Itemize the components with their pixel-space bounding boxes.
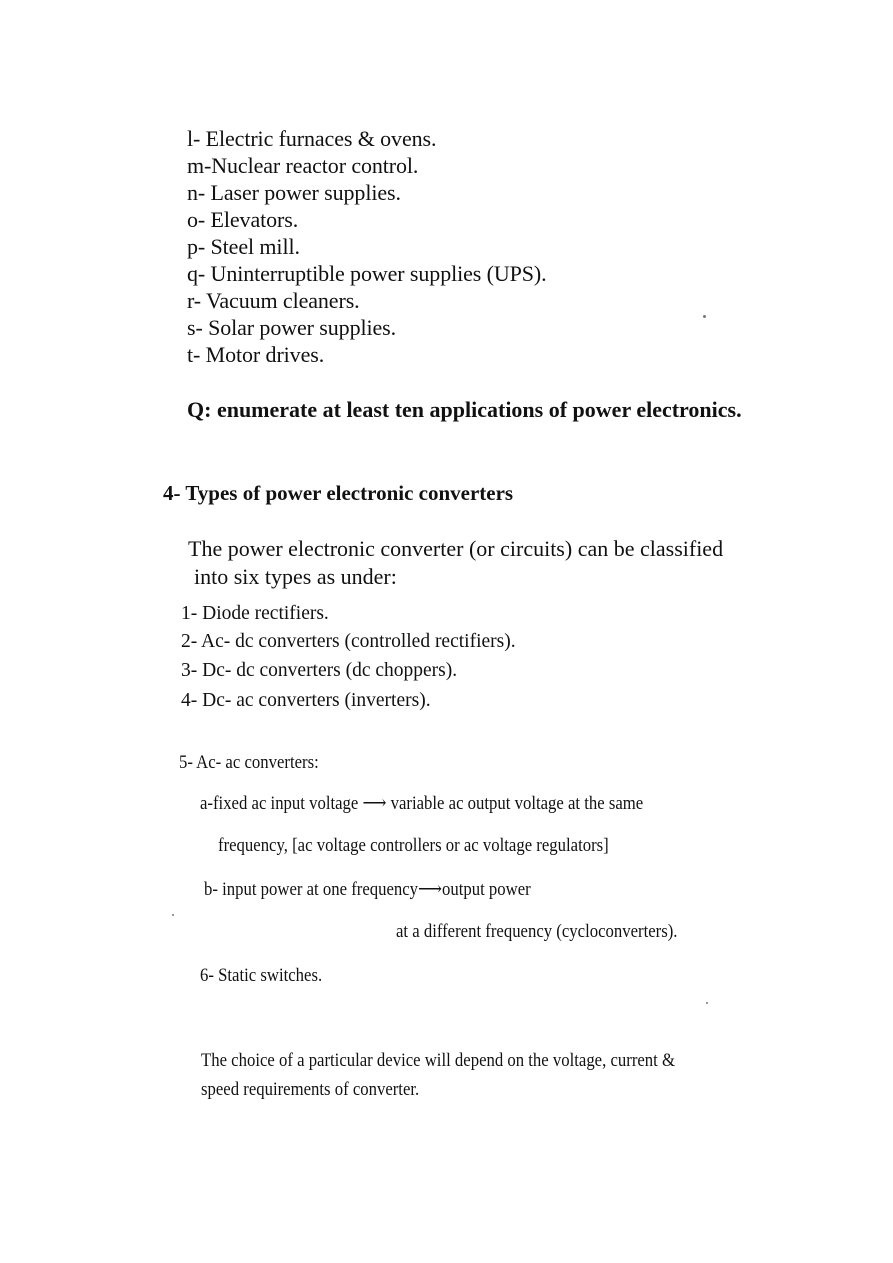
ac-ac-item-b-line2: at a different frequency (cycloconverters). <box>396 921 678 942</box>
application-item: p- Steel mill. <box>187 234 300 259</box>
converter-type-item: 1- Diode rectifiers. <box>181 603 329 624</box>
application-item: q- Uninterruptible power supplies (UPS). <box>187 261 547 286</box>
ac-ac-item-a-line2: frequency, [ac voltage controllers or ac voltage regulators] <box>218 835 609 856</box>
intro-line: The power electronic converter (or circuits) can be classified <box>188 536 724 561</box>
converter-type-item: 2- Ac- dc converters (controlled rectifiers). <box>181 631 516 652</box>
ac-ac-item-b-line1: b- input power at one frequency⟶output power <box>204 879 531 900</box>
static-switches-item: 6- Static switches. <box>200 965 323 986</box>
intro-line: into six types as under: <box>194 564 397 589</box>
application-item: s- Solar power supplies. <box>187 315 397 340</box>
application-item: t- Motor drives. <box>187 342 325 367</box>
converter-type-item: 4- Dc- ac converters (inverters). <box>181 690 431 711</box>
scan-speck <box>703 315 706 318</box>
ac-ac-title: 5- Ac- ac converters: <box>179 752 319 773</box>
application-item: m-Nuclear reactor control. <box>187 153 419 178</box>
section-heading: 4- Types of power electronic converters <box>163 481 514 505</box>
application-item: l- Electric furnaces & ovens. <box>187 126 437 151</box>
question-text: Q: enumerate at least ten applications of power electronics. <box>187 397 742 422</box>
conclusion-line: speed requirements of converter. <box>201 1079 420 1100</box>
scan-speck <box>706 1002 708 1004</box>
application-item: n- Laser power supplies. <box>187 180 401 205</box>
application-item: r- Vacuum cleaners. <box>187 288 360 313</box>
conclusion-line: The choice of a particular device will depend on the voltage, current & <box>201 1050 676 1071</box>
application-item: o- Elevators. <box>187 207 299 232</box>
converter-type-item: 3- Dc- dc converters (dc choppers). <box>181 660 458 681</box>
scan-speck <box>172 914 174 916</box>
ac-ac-item-a-line1: a-fixed ac input voltage ⟶ variable ac output voltage at the same <box>200 793 644 814</box>
